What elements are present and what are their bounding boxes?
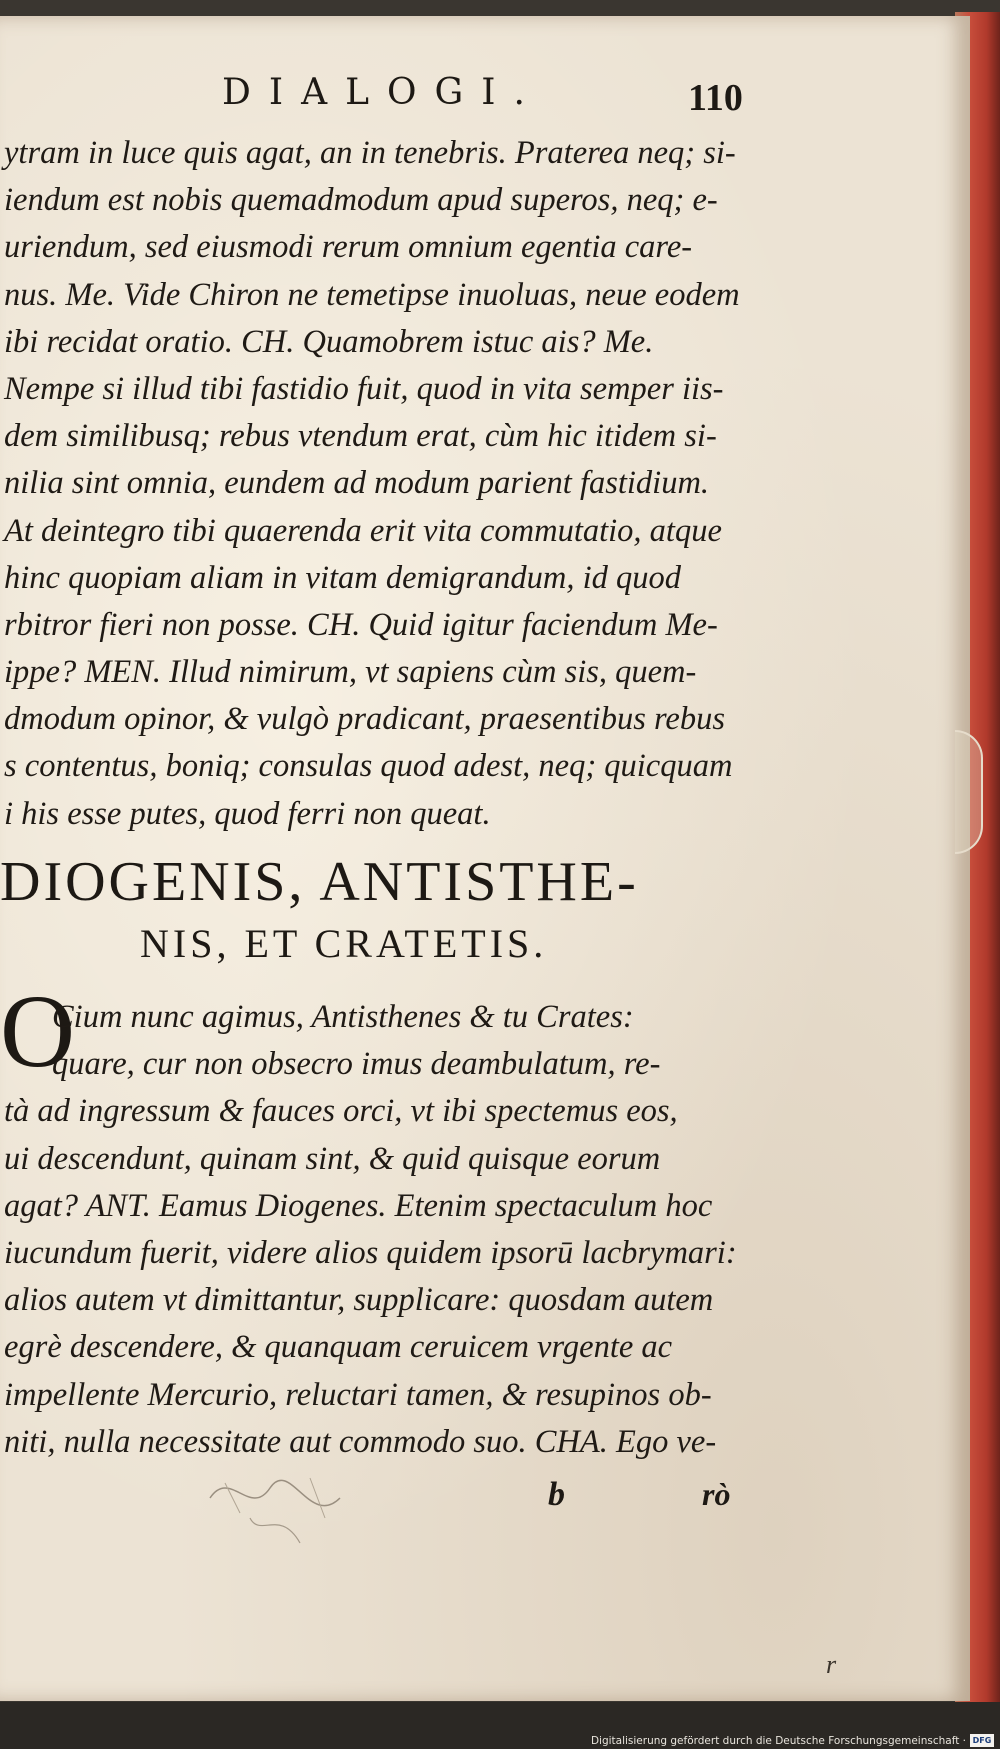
text-line: impellente Mercurio, reluctari tamen, & resupinos ob-	[4, 1376, 712, 1413]
page-header	[0, 68, 970, 118]
text-line: iendum est nobis quemadmodum apud superos, neq; e-	[4, 182, 718, 219]
signature-mark: b	[548, 1476, 565, 1513]
text-line: egrè descendere, & quanquam ceruicem vrgente ac	[4, 1329, 673, 1366]
text-line: quare, cur non obsecro imus deambulatum, re-	[52, 1046, 661, 1083]
text-line: nus. Me. Vide Chiron ne temetipse inuoluas, neue eodem	[4, 276, 740, 313]
text-line: ytram in luce quis agat, an in tenebris. Praterea neq; si-	[4, 135, 736, 171]
pencil-scribble	[190, 1458, 390, 1558]
text-line: nilia sint omnia, eundem ad modum parient fastidium.	[4, 465, 710, 502]
text-line: Cium nunc agimus, Antisthenes & tu Crates:	[52, 999, 634, 1035]
text-line: uriendum, sed eiusmodi rerum omnium egentia care-	[4, 229, 693, 266]
dialogue-text-upper	[4, 130, 762, 838]
section-heading-line-1: DIOGENIS, ANTISTHE-	[0, 851, 639, 913]
catchword: rò	[702, 1476, 731, 1512]
drop-initial: O	[0, 974, 76, 1089]
text-line: hinc quopiam aliam in vitam demigrandum, id quod	[4, 559, 682, 596]
section-heading-line-2: NIS, ET CRATETIS.	[140, 921, 548, 966]
text-line: alios autem vt dimittantur, supplicare: quosdam autem	[4, 1282, 714, 1319]
text-line: s contentus, boniq; consulas quod adest, neq; quicquam	[4, 748, 733, 785]
digitization-credit: Digitalisierung gefördert durch die Deutsche Forschungsgemeinschaft ·	[590, 1735, 966, 1747]
running-title: DIALOGI.	[222, 72, 543, 113]
page-tab	[955, 730, 983, 854]
text-line: tà ad ingressum & fauces orci, vt ibi spectemus eos,	[4, 1093, 678, 1130]
text-line: ippe? MEN. Illud nimirum, vt sapiens cùm sis, quem-	[4, 654, 697, 691]
text-line: ui descendunt, quinam sint, & quid quisque eorum	[4, 1140, 661, 1177]
page-number: 110	[688, 77, 743, 119]
text-line: At deintegro tibi quaerenda erit vita commutatio, atque	[4, 512, 722, 549]
dfg-logo: DFG	[970, 1734, 994, 1747]
text-line: dmodum opinor, & vulgò pradicant, praesentibus rebus	[4, 701, 725, 738]
text-line: iucundum fuerit, videre alios quidem ipsorū lacbrymari:	[4, 1234, 737, 1271]
text-line: rbitror fieri non posse. CH. Quid igitur faciendum Me-	[4, 606, 718, 643]
text-line: i his esse putes, quod ferri non queat.	[4, 795, 491, 832]
text-line: niti, nulla necessitate aut commodo suo. CHA. Ego ve-	[4, 1423, 717, 1460]
dialogue-text-lower	[4, 994, 764, 1466]
text-line: ibi recidat oratio. CH. Quamobrem istuc ais? Me.	[4, 323, 654, 360]
text-line: dem similibusq; rebus vtendum erat, cùm hic itidem si-	[4, 418, 717, 455]
text-line: agat? ANT. Eamus Diogenes. Etenim spectaculum hoc	[4, 1187, 713, 1224]
stray-mark: r	[826, 1650, 837, 1679]
text-line: Nempe si illud tibi fastidio fuit, quod in vita semper iis-	[4, 370, 724, 407]
